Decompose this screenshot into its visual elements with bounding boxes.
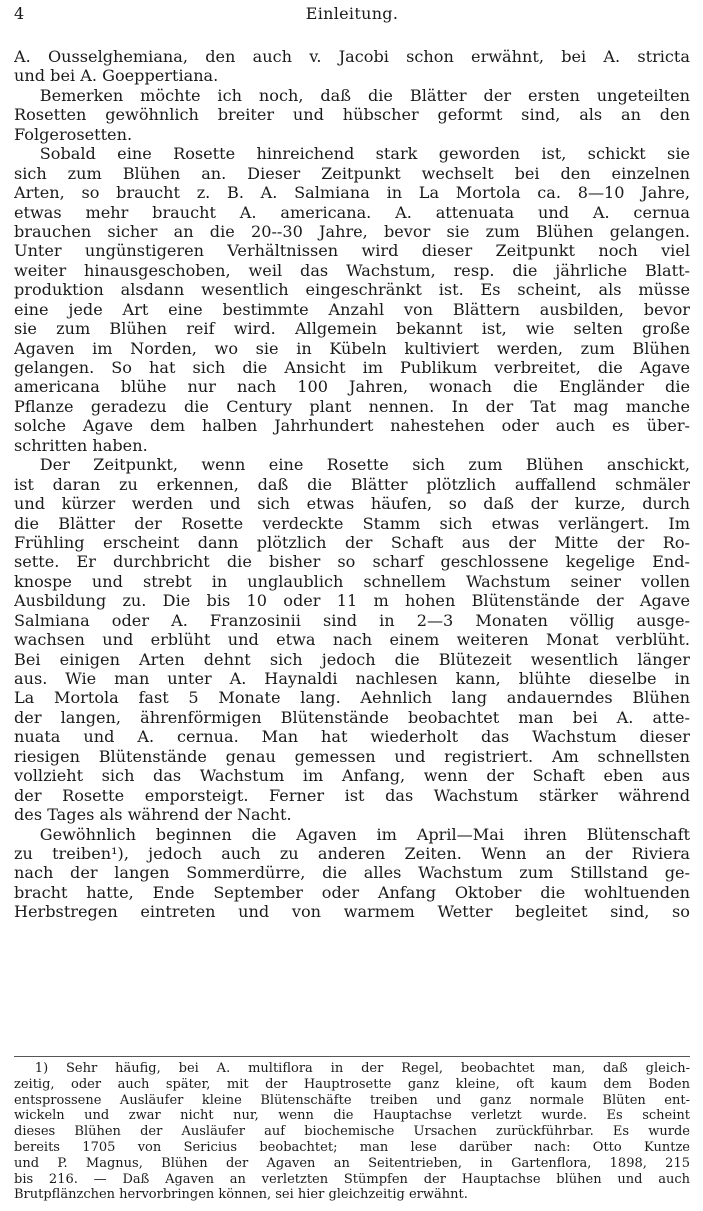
footnote-line: bereits 1705 von Sericius beobachtet; man lese darüber nach: Otto Kuntze bbox=[14, 1139, 690, 1155]
text-line: Unter ungünstigeren Verhältnissen wird dieser Zeitpunkt noch viel bbox=[14, 241, 690, 261]
text-line: Rosetten gewöhnlich breiter und hübscher geformt sind, als an den bbox=[14, 105, 690, 125]
text-line: sette. Er durchbricht die bisher so scharf geschlossene kegelige End- bbox=[14, 552, 690, 572]
footnote-line: entsprossene Ausläufer kleine Blütenschäfte treiben und ganz normale Blüten ent- bbox=[14, 1092, 690, 1108]
text-line: americana blühe nur nach 100 Jahren, wonach die Engländer die bbox=[14, 377, 690, 397]
text-line: Salmiana oder A. Franzosinii sind in 2—3 Monaten völlig ausge- bbox=[14, 610, 690, 630]
text-line: etwas mehr braucht A. americana. A. attenuata und A. cernua bbox=[14, 202, 690, 222]
text-line: brauchen sicher an die 20--30 Jahre, bevor sie zum Blühen gelangen. bbox=[14, 221, 690, 241]
text-line: bracht hatte, Ende September oder Anfang Oktober die wohltuenden bbox=[14, 882, 690, 902]
text-line: Der Zeitpunkt, wenn eine Rosette sich zum Blühen anschickt, bbox=[39, 455, 690, 475]
text-line: der langen, ährenförmigen Blütenstände beobachtet man bei A. atte- bbox=[14, 707, 690, 727]
text-line: schritten haben. bbox=[14, 435, 148, 455]
body-text bbox=[14, 47, 690, 922]
text-line: nuata und A. cernua. Man hat wiederholt das Wachstum dieser bbox=[14, 727, 690, 747]
text-line: der Rosette emporsteigt. Ferner ist das Wachstum stärker während bbox=[14, 785, 690, 805]
footnote-line: 1) Sehr häufig, bei A. multiflora in der Regel, beobachtet man, daß gleich- bbox=[34, 1061, 690, 1076]
text-line: Sobald eine Rosette hinreichend stark geworden ist, schickt sie bbox=[39, 144, 690, 164]
text-line: Pflanze geradezu die Century plant nennen. In der Tat mag manche bbox=[14, 396, 690, 416]
text-line: Frühling erscheint dann plötzlich der Schaft aus der Mitte der Ro- bbox=[14, 532, 690, 552]
footnote-line: und P. Magnus, Blühen der Agaven an Seitentrieben, in Gartenflora, 1898, 215 bbox=[14, 1155, 690, 1171]
text-line: La Mortola fast 5 Monate lang. Aehnlich lang andauerndes Blühen bbox=[14, 688, 690, 708]
text-line: Herbstregen eintreten und von warmem Wetter begleitet sind, so bbox=[14, 902, 690, 922]
footnote-line: Brutpflänzchen hervorbringen können, sei hier gleichzeitig erwähnt. bbox=[14, 1187, 468, 1203]
text-line: weiter hinausgeschoben, weil das Wachstum, resp. die jährliche Blatt- bbox=[14, 260, 690, 280]
text-line: Ausbildung zu. Die bis 10 oder 11 m hohen Blütenstände der Agave bbox=[14, 591, 690, 611]
text-line: Gewöhnlich beginnen die Agaven im April—Mai ihren Blütenschaft bbox=[39, 824, 690, 844]
footnote-line: zeitig, oder auch später, mit der Hauptrosette ganz kleine, oft kaum dem Boden bbox=[14, 1076, 690, 1092]
text-line: eine jede Art eine bestimmte Anzahl von Blättern ausbilden, bevor bbox=[14, 299, 690, 319]
text-line: Bei einigen Arten dehnt sich jedoch die Blütezeit wesentlich länger bbox=[14, 649, 690, 669]
text-line: Arten, so braucht z. B. A. Salmiana in La Mortola ca. 8—10 Jahre, bbox=[14, 183, 690, 203]
text-line: vollzieht sich das Wachstum im Anfang, wenn der Schaft eben aus bbox=[14, 766, 690, 786]
footnote-line: wickeln und zwar nicht nur, wenn die Hauptachse verletzt wurde. Es scheint bbox=[14, 1108, 690, 1124]
text-line: sich zum Blühen an. Dieser Zeitpunkt wechselt bei den einzelnen bbox=[14, 163, 690, 183]
text-line: sie zum Blühen reif wird. Allgemein bekannt ist, wie selten große bbox=[14, 319, 690, 339]
text-line: Folgerosetten. bbox=[14, 124, 133, 144]
text-line: wachsen und erblüht und etwa nach einem weiteren Monat verblüht. bbox=[14, 630, 690, 650]
text-line: und bei A. Goeppertiana. bbox=[14, 66, 219, 86]
text-line: und kürzer werden und sich etwas häufen, so daß der kurze, durch bbox=[14, 494, 690, 514]
text-line: solche Agave dem halben Jahrhundert nahestehen oder auch es über- bbox=[14, 416, 690, 436]
text-line: riesigen Blütenstände genau gemessen und registriert. Am schnellsten bbox=[14, 746, 690, 766]
text-line: nach der langen Sommerdürre, die alles Wachstum zum Stillstand ge- bbox=[14, 863, 690, 883]
text-line: knospe und strebt in unglaublich schnellem Wachstum seiner vollen bbox=[14, 571, 690, 591]
text-line: A. Ousselghemiana, den auch v. Jacobi schon erwähnt, bei A. stricta bbox=[14, 47, 690, 66]
text-line: die Blätter der Rosette verdeckte Stamm sich etwas verlängert. Im bbox=[14, 513, 690, 533]
footnotes bbox=[14, 1056, 690, 1203]
text-line: Bemerken möchte ich noch, daß die Blätter der ersten ungeteilten bbox=[39, 85, 690, 105]
page-number: 4 bbox=[14, 4, 25, 23]
footnote-line: dieses Blühen der Ausläufer auf biochemische Ursachen zurückführbar. Es wurde bbox=[14, 1124, 690, 1140]
text-line: produktion alsdann wesentlich eingeschränkt ist. Es scheint, als müsse bbox=[14, 280, 690, 300]
text-line: zu treiben¹), jedoch auch zu anderen Zeiten. Wenn an der Riviera bbox=[14, 843, 690, 863]
text-line: ist daran zu erkennen, daß die Blätter plötzlich auffallend schmäler bbox=[14, 474, 690, 494]
text-line: aus. Wie man unter A. Haynaldi nachlesen kann, blühte dieselbe in bbox=[14, 669, 690, 688]
text-line: gelangen. So hat sich die Ansicht im Publikum verbreitet, die Agave bbox=[14, 358, 690, 377]
footnote-line: bis 216. — Daß Agaven an verletzten Stümpfen der Hauptachse blühen und auch bbox=[14, 1171, 690, 1187]
page-header bbox=[14, 4, 690, 30]
running-head: Einleitung. bbox=[305, 4, 399, 23]
text-line: des Tages als während der Nacht. bbox=[14, 805, 292, 825]
text-line: Agaven im Norden, wo sie in Kübeln kultiviert werden, zum Blühen bbox=[14, 338, 690, 358]
